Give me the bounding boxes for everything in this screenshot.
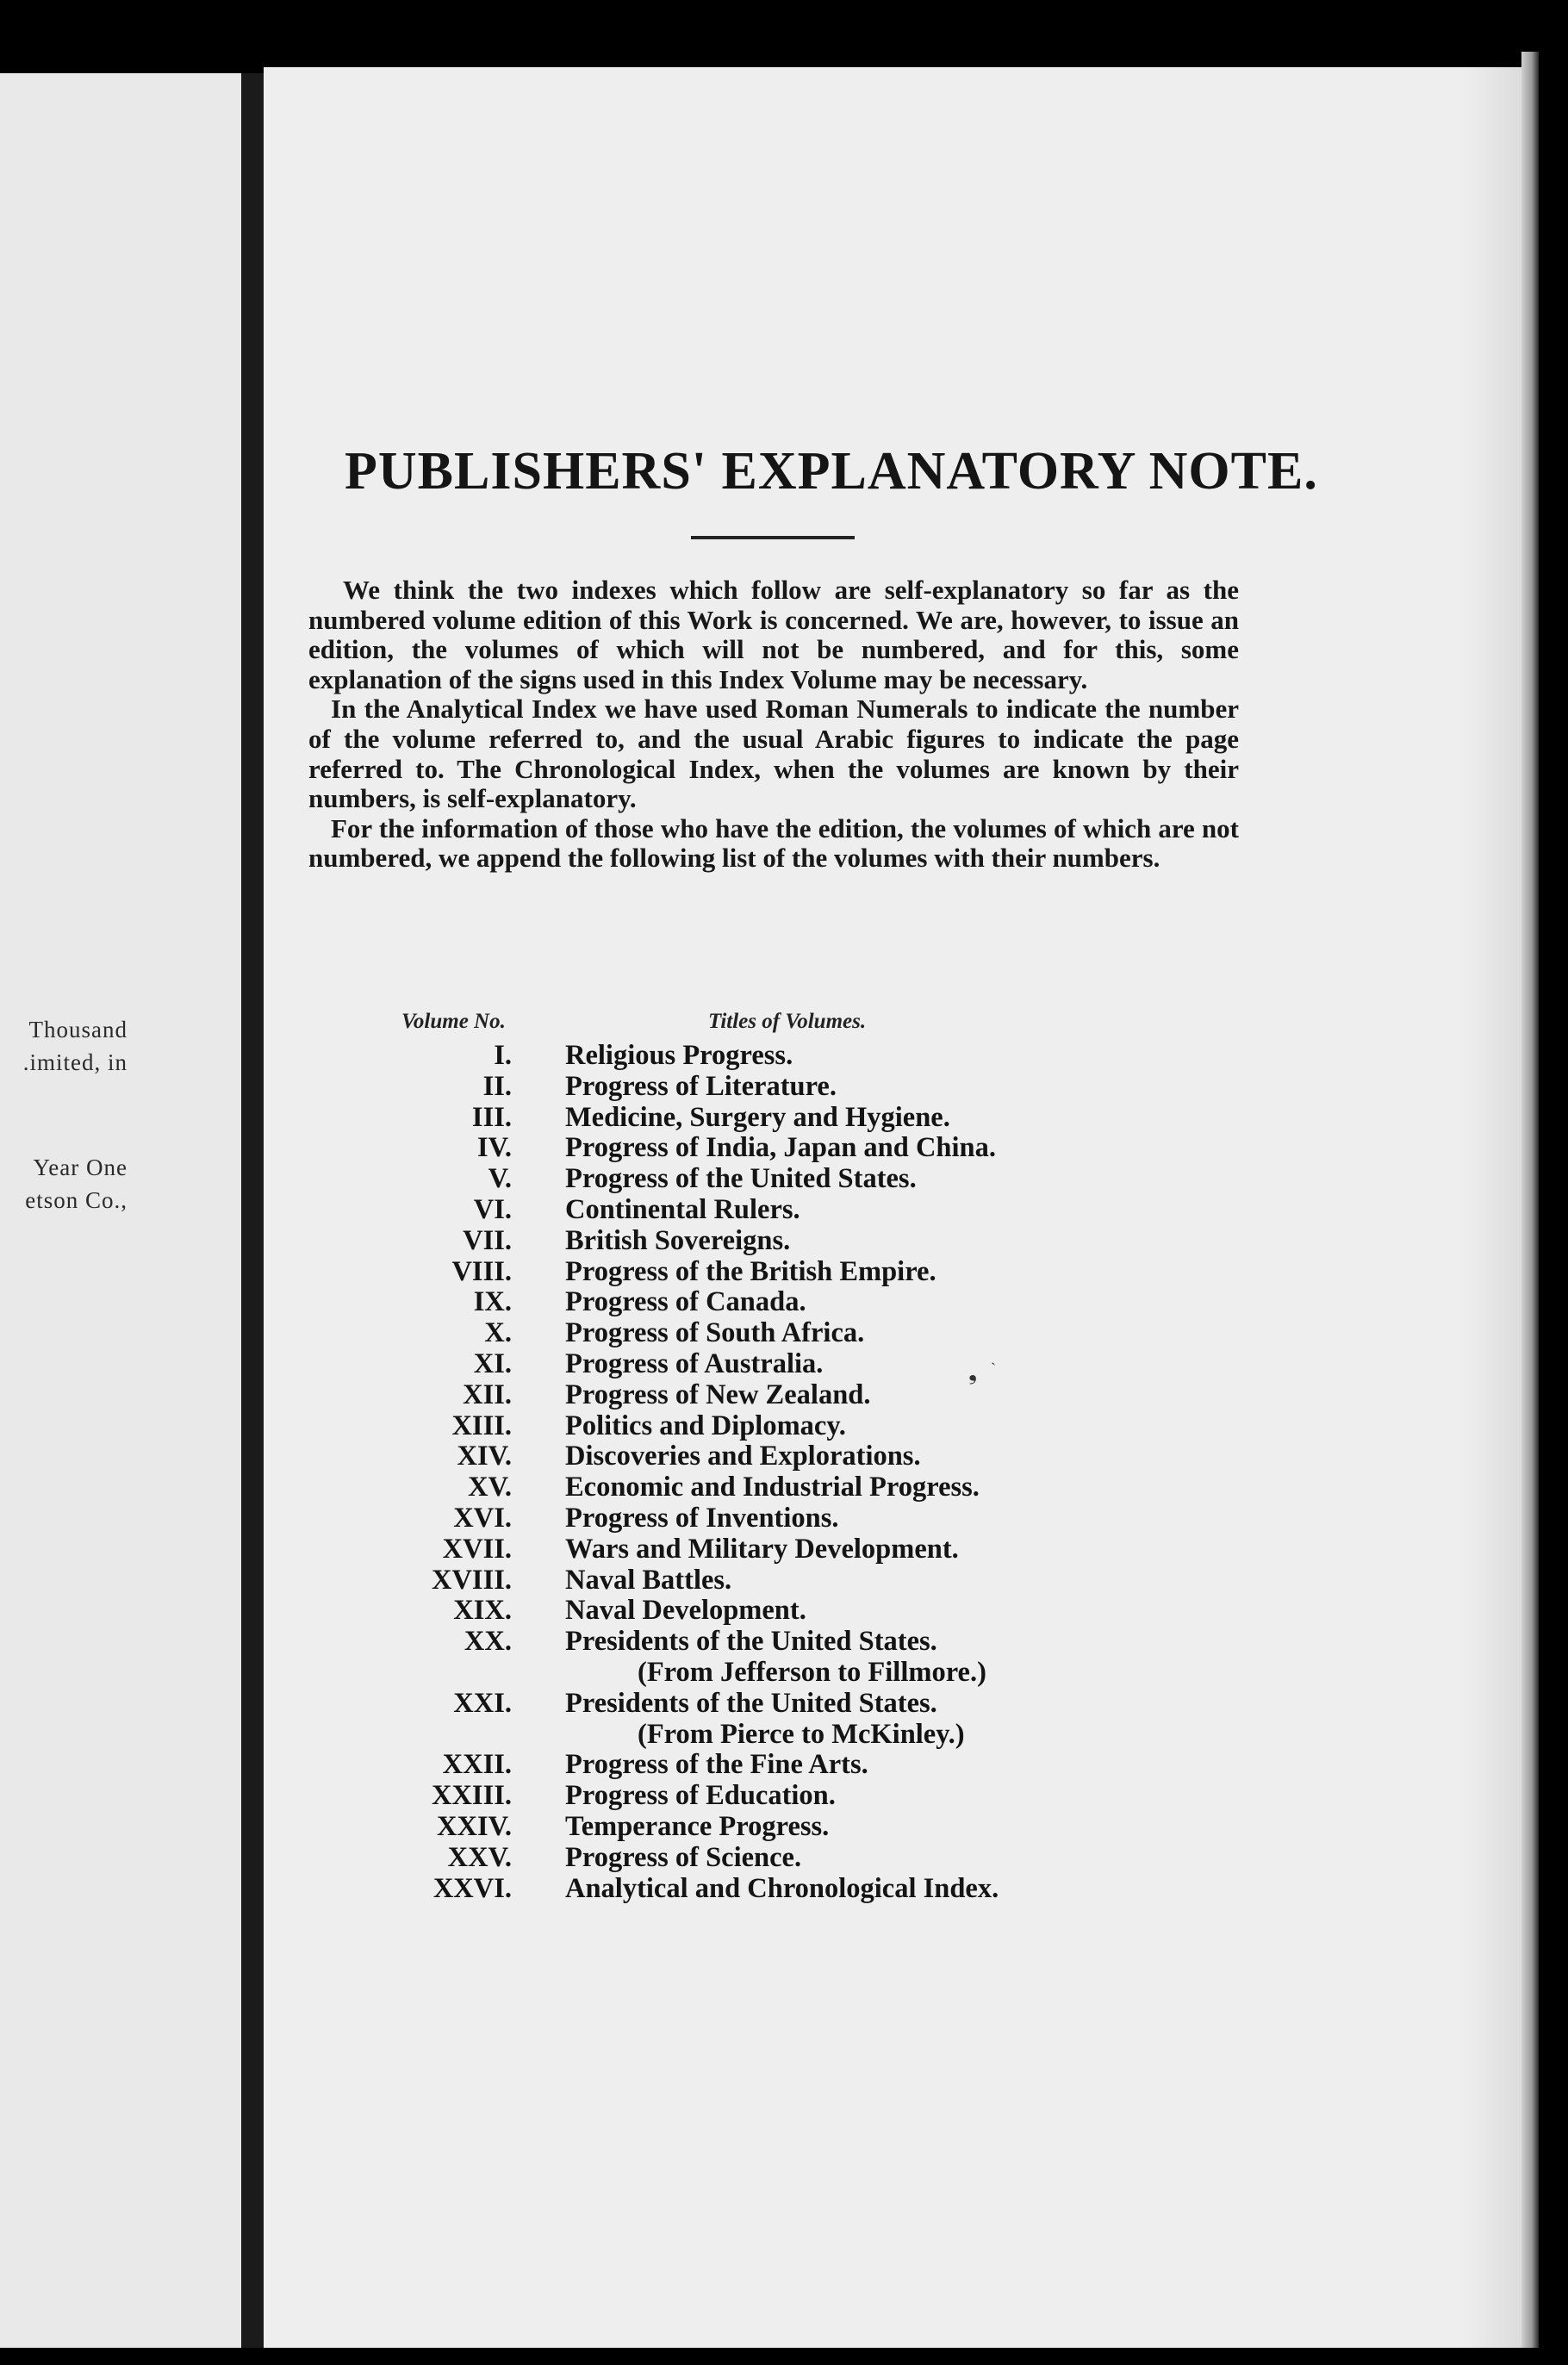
- volume-title: Progress of Science.: [565, 1841, 802, 1873]
- volume-title: Progress of the United States.: [565, 1163, 917, 1195]
- volume-number: VIII.: [451, 1255, 512, 1287]
- volume-row: [362, 1164, 1137, 1195]
- left-fragment: Thousand: [28, 1017, 128, 1042]
- volume-row: [362, 1380, 1137, 1411]
- volume-title-cell: [565, 1472, 980, 1503]
- volume-title-cell: [565, 1750, 868, 1781]
- volume-row: [362, 1257, 1137, 1288]
- volume-title-cell: [565, 1565, 731, 1596]
- volume-title: Progress of Literature.: [565, 1070, 837, 1102]
- paragraph: In the Analytical Index we have used Roman Numerals to indicate the number of the volume referred to, and the usual Arabic figures to indicate the page referred to. The Chronological Index, when the volumes are known by their numbers, is self-explanatory.: [308, 694, 1239, 814]
- volume-title: Medicine, Surgery and Hygiene.: [565, 1101, 950, 1133]
- print-speck: ˴: [991, 1353, 996, 1370]
- volume-number: XIII.: [451, 1410, 512, 1441]
- volume-row: [362, 1349, 1137, 1380]
- volume-title: Economic and Industrial Progress.: [565, 1472, 980, 1503]
- volume-title: Presidents of the United States.: [565, 1626, 937, 1658]
- volume-number: XVII.: [442, 1533, 512, 1565]
- volume-row: [362, 1103, 1137, 1134]
- volume-title: Progress of the British Empire.: [565, 1255, 936, 1287]
- volume-title: Progress of Education.: [565, 1780, 836, 1812]
- volume-title-cell: [565, 1072, 837, 1103]
- volume-title: Naval Development.: [565, 1595, 806, 1627]
- volume-number: X.: [484, 1317, 512, 1349]
- volume-title-cell: [565, 1596, 806, 1627]
- volume-row: [362, 1195, 1137, 1226]
- page-edge: [1521, 52, 1539, 2348]
- volume-number: III.: [471, 1101, 512, 1133]
- volume-row: [362, 1596, 1137, 1627]
- volume-title-cell: [565, 1103, 950, 1134]
- volume-title-cell: [565, 1627, 986, 1689]
- volume-row: [362, 1565, 1137, 1596]
- volume-title: Continental Rulers.: [565, 1193, 800, 1225]
- volume-row: [362, 1812, 1137, 1843]
- volume-number: V.: [488, 1163, 512, 1195]
- volume-number: XXII.: [442, 1749, 512, 1781]
- volume-title-cell: [565, 1843, 801, 1874]
- volume-number: VI.: [473, 1193, 512, 1225]
- volume-title: Religious Progress.: [565, 1040, 793, 1071]
- volume-list: [362, 1041, 1137, 1904]
- volume-title-cell: [565, 1812, 829, 1843]
- volume-number: XI.: [473, 1347, 512, 1379]
- volume-row: [362, 1472, 1137, 1503]
- paragraph: For the information of those who have the edition, the volumes of which are not numbered, we append the following list of the volumes with their numbers.: [308, 812, 1239, 874]
- volume-title-cell: [565, 1411, 846, 1442]
- volume-title-cell: [565, 1287, 806, 1318]
- volume-subtitle: (From Pierce to McKinley.): [638, 1718, 965, 1750]
- volume-subtitle: (From Jefferson to Fillmore.): [638, 1656, 986, 1688]
- left-fragment: Year One: [33, 1154, 128, 1180]
- volume-row: [362, 1750, 1137, 1781]
- volume-title: Progress of Inventions.: [565, 1502, 839, 1534]
- volume-number: I.: [494, 1040, 512, 1071]
- print-speck: ❟: [968, 1360, 978, 1385]
- volume-number: VII.: [463, 1224, 512, 1256]
- volume-title: Naval Battles.: [565, 1564, 732, 1596]
- volume-number: XVI.: [453, 1502, 512, 1534]
- volume-title: Progress of Canada.: [565, 1286, 806, 1318]
- volume-title: Progress of the Fine Arts.: [565, 1749, 868, 1781]
- volume-title: Progress of New Zealand.: [565, 1379, 871, 1410]
- volume-title: British Sovereigns.: [565, 1224, 791, 1256]
- volume-title-cell: [565, 1534, 959, 1565]
- volume-number: XX.: [464, 1626, 512, 1658]
- volume-row: [362, 1287, 1137, 1318]
- volume-title-cell: [565, 1195, 800, 1226]
- volume-row: [362, 1133, 1137, 1164]
- volume-title-cell: [565, 1133, 996, 1164]
- volume-title-cell: [565, 1380, 870, 1411]
- volume-title-cell: [565, 1503, 839, 1534]
- volume-row: [362, 1318, 1137, 1349]
- volume-row: [362, 1503, 1137, 1534]
- page-gutter: [241, 73, 264, 2348]
- volume-title-cell: [565, 1781, 836, 1812]
- volume-row: [362, 1843, 1137, 1874]
- volume-row: [362, 1072, 1137, 1103]
- page-shadow: [1465, 67, 1521, 2348]
- volume-title-header: Titles of Volumes.: [708, 1010, 867, 1033]
- left-fragment: .imited, in: [22, 1049, 128, 1075]
- volume-title-cell: [565, 1318, 864, 1349]
- volume-number: XXIII.: [431, 1780, 512, 1812]
- volume-title-cell: [565, 1349, 823, 1380]
- volume-row: [362, 1627, 1137, 1689]
- paragraph: We think the two indexes which follow are self-explanatory so far as the numbered volume edition of this Work is concerned. We are, however, to issue an edition, the volumes of which will not be numbered, and for this, some explanation of the signs used in this Index Volume may be necessary.: [308, 575, 1239, 694]
- volume-title-cell: [565, 1041, 793, 1072]
- volume-title-cell: [565, 1441, 921, 1472]
- volume-title: Wars and Military Development.: [565, 1533, 959, 1565]
- volume-row: [362, 1534, 1137, 1565]
- volume-row: [362, 1441, 1137, 1472]
- volume-title-cell: [565, 1257, 936, 1288]
- volume-number: IX.: [473, 1286, 512, 1318]
- volume-number: XXVI.: [432, 1872, 512, 1904]
- volume-title: Progress of India, Japan and China.: [565, 1132, 996, 1164]
- volume-number: XVIII.: [431, 1564, 512, 1596]
- volume-row: [362, 1041, 1137, 1072]
- volume-row: [362, 1874, 1137, 1905]
- volume-number: XII.: [463, 1379, 512, 1410]
- volume-number: XV.: [468, 1472, 512, 1503]
- volume-row: [362, 1411, 1137, 1442]
- volume-number: XXV.: [447, 1841, 512, 1873]
- volume-number: XXI.: [453, 1687, 512, 1719]
- volume-title: Analytical and Chronological Index.: [565, 1872, 999, 1904]
- title-rule: [691, 536, 855, 539]
- volume-title: Temperance Progress.: [565, 1810, 830, 1842]
- volume-row: [362, 1226, 1137, 1257]
- volume-title: Progress of Australia.: [565, 1347, 824, 1379]
- volume-title: Discoveries and Explorations.: [565, 1441, 921, 1472]
- volume-number: IV.: [476, 1132, 512, 1164]
- volume-title: Politics and Diplomacy.: [565, 1410, 846, 1441]
- page-title: PUBLISHERS' EXPLANATORY NOTE.: [345, 442, 1318, 501]
- volume-title-cell: [565, 1226, 790, 1257]
- volume-number: XXIV.: [437, 1810, 512, 1842]
- volume-title-cell: [565, 1874, 999, 1905]
- volume-title-cell: [565, 1164, 917, 1195]
- left-fragment: etson Co.,: [25, 1187, 128, 1213]
- body-text: [308, 576, 1239, 874]
- volume-number: XIX.: [453, 1595, 512, 1627]
- volume-row: [362, 1689, 1137, 1751]
- volume-title-cell: [565, 1689, 965, 1751]
- volume-number-header: Volume No.: [401, 1010, 506, 1033]
- volume-title: Progress of South Africa.: [565, 1317, 865, 1349]
- volume-row: [362, 1781, 1137, 1812]
- volume-number: XIV.: [457, 1441, 512, 1472]
- volume-number: II.: [482, 1070, 512, 1102]
- volume-title: Presidents of the United States.: [565, 1687, 937, 1719]
